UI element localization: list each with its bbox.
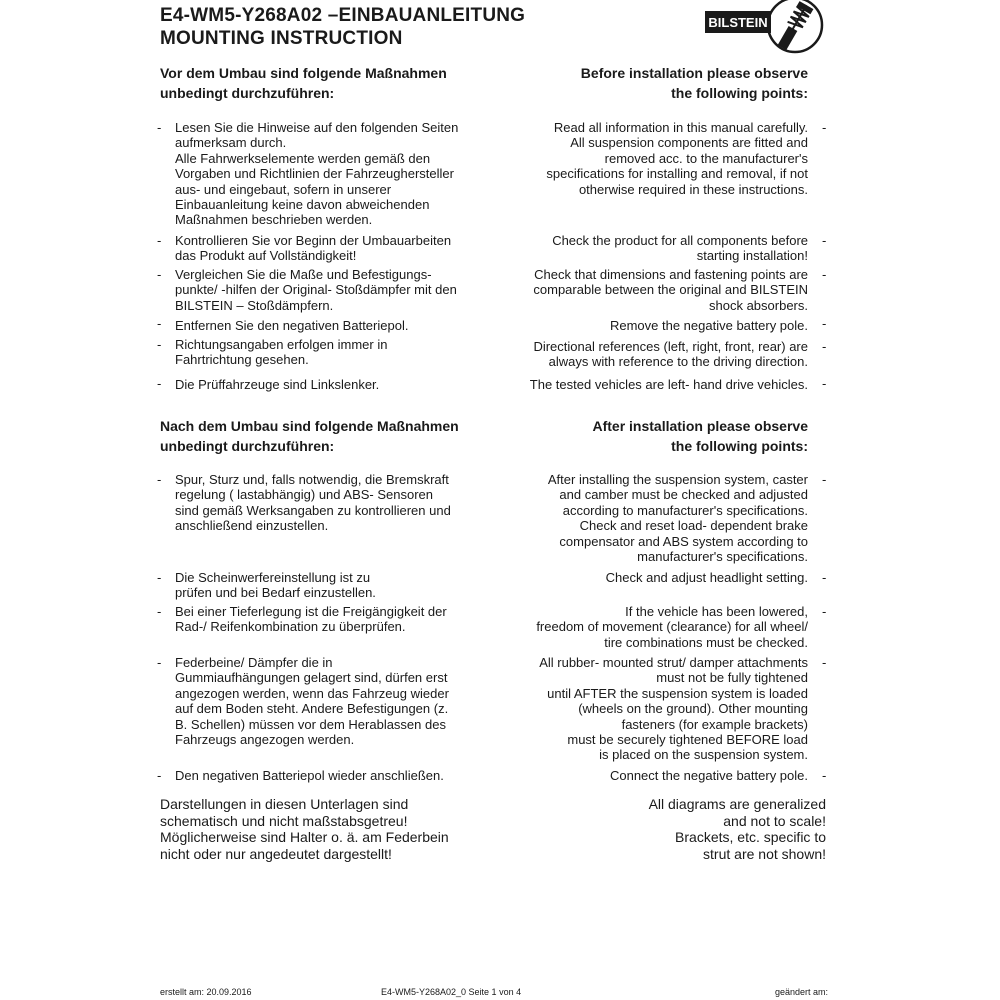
after-item-1-en: After installing the suspension system, caster and camber must be checked and adjusted according to manufacturer's specifications. Check and reset load- dependent brake compensator and ABS system according to manufacturer's specifications. (547, 472, 808, 565)
after-heading-en: After installation please observe the following points: (592, 418, 808, 454)
list-bullet: - (157, 233, 162, 248)
list-bullet: - (822, 768, 827, 783)
after-item-5-de: Den negativen Batteriepol wieder anschließen. (175, 768, 444, 783)
before-item-3-de: Vergleichen Sie die Maße und Befestigungs- punkte/ -hilfen der Original- Stoßdämpfer mit den BILSTEIN – Stoßdämpfern. (175, 267, 457, 313)
before-item-5-de: Richtungsangaben erfolgen immer in Fahrtrichtung gesehen. (175, 337, 388, 368)
after-item-4-en: All rubber- mounted strut/ damper attachments must not be fully tightened until AFTER the suspension system is loaded (wheels on the ground). Other mounting fasteners (for example brackets) must be securely tightened BEFORE load is placed on the suspension system. (539, 655, 808, 763)
list-bullet: - (822, 655, 827, 670)
before-item-6-de: Die Prüffahrzeuge sind Linkslenker. (175, 377, 380, 392)
bilstein-logo (703, 0, 827, 56)
after-item-5-en: Connect the negative battery pole. (609, 768, 808, 783)
list-bullet: - (822, 267, 827, 282)
list-bullet: - (822, 472, 827, 487)
before-item-2-en: Check the product for all components before starting installation! (552, 233, 808, 264)
list-bullet: - (157, 472, 162, 487)
list-bullet: - (157, 570, 162, 585)
list-bullet: - (822, 339, 827, 354)
footer-changed-date: geändert am: (774, 987, 828, 997)
list-bullet: - (822, 570, 827, 585)
list-bullet: - (157, 337, 162, 352)
before-item-4-de: Entfernen Sie den negativen Batteriepol. (175, 318, 409, 333)
list-bullet: - (822, 233, 827, 248)
diagram-note-en: All diagrams are generalized and not to scale! Brackets, etc. specific to strut are not shown! (648, 796, 826, 862)
list-bullet: - (157, 376, 162, 391)
diagram-note-de: Darstellungen in diesen Unterlagen sind schematisch und nicht maßstabsgetreu! Möglicherweise sind Halter o. ä. am Federbein nicht oder nur angedeutet dargestellt! (160, 796, 449, 862)
footer-document-page: E4-WM5-Y268A02_0 Seite 1 von 4 (381, 987, 522, 997)
before-item-2-de: Kontrollieren Sie vor Beginn der Umbauarbeiten das Produkt auf Vollständigkeit! (175, 233, 452, 264)
after-item-2-en: Check and adjust headlight setting. (605, 570, 808, 585)
title-line-1: E4-WM5-Y268A02 –EINBAUANLEITUNG (160, 5, 526, 26)
title-line-2: MOUNTING INSTRUCTION (160, 28, 403, 49)
after-item-2-de: Die Scheinwerfereinstellung ist zu prüfen und bei Bedarf einzustellen. (175, 570, 376, 601)
before-item-1-en: Read all information in this manual carefully. All suspension components are fitted and removed acc. to the manufacturer's specifications for installing and removal, if not otherwise required in these instructions. (546, 120, 808, 197)
list-bullet: - (822, 604, 827, 619)
document-title (160, 4, 525, 50)
list-bullet: - (157, 267, 162, 282)
after-item-4-de: Federbeine/ Dämpfer die in Gummiaufhängungen gelagert sind, dürfen erst angezogen werden, wenn das Fahrzeug wieder auf dem Boden steht. Andere Befestigungen (z. B. Schellen) müssen vor dem Herablassen des Fahrzeugs angezogen werden. (175, 655, 449, 748)
list-bullet: - (157, 604, 162, 619)
before-item-1-de: Lesen Sie die Hinweise auf den folgenden Seiten aufmerksam durch. Alle Fahrwerkselemente werden gemäß den Vorgaben und Richtlinien der Fahrzeughersteller aus- und eingebaut, sofern in unserer Einbauanleitung keine davon abweichenden Maßnahmen beschrieben werden. (175, 120, 459, 228)
list-bullet: - (157, 655, 162, 670)
after-item-3-en: If the vehicle has been lowered, freedom of movement (clearance) for all wheel/ tire combinations must be checked. (536, 604, 808, 650)
list-bullet: - (157, 316, 162, 331)
before-item-6-en: The tested vehicles are left- hand drive vehicles. (529, 377, 808, 392)
after-item-3-de: Bei einer Tieferlegung ist die Freigängigkeit der Rad-/ Reifenkombination zu überprüfen. (175, 604, 447, 635)
list-bullet: - (822, 376, 827, 391)
list-bullet: - (157, 768, 162, 783)
list-bullet: - (157, 120, 162, 135)
list-bullet: - (822, 316, 827, 331)
after-heading-de: Nach dem Umbau sind folgende Maßnahmen unbedingt durchzuführen: (160, 418, 459, 454)
before-heading-de: Vor dem Umbau sind folgende Maßnahmen unbedingt durchzuführen: (160, 65, 447, 101)
bilstein-logo-graphic (703, 0, 827, 56)
before-heading-en: Before installation please observe the following points: (580, 65, 808, 101)
logo-text: BILSTEIN (708, 15, 768, 30)
footer-created-date: erstellt am: 20.09.2016 (160, 987, 252, 997)
after-item-1-de: Spur, Sturz und, falls notwendig, die Bremskraft regelung ( lastabhängig) und ABS- Sensoren sind gemäß Werksangaben zu kontrollieren und anschließend einzustellen. (175, 472, 451, 534)
before-item-5-en: Directional references (left, right, front, rear) are always with reference to the driving direction. (533, 339, 808, 370)
before-item-4-en: Remove the negative battery pole. (609, 318, 808, 333)
before-item-3-en: Check that dimensions and fastening points are comparable between the original and BILSTEIN shock absorbers. (533, 267, 808, 313)
list-bullet: - (822, 120, 827, 135)
